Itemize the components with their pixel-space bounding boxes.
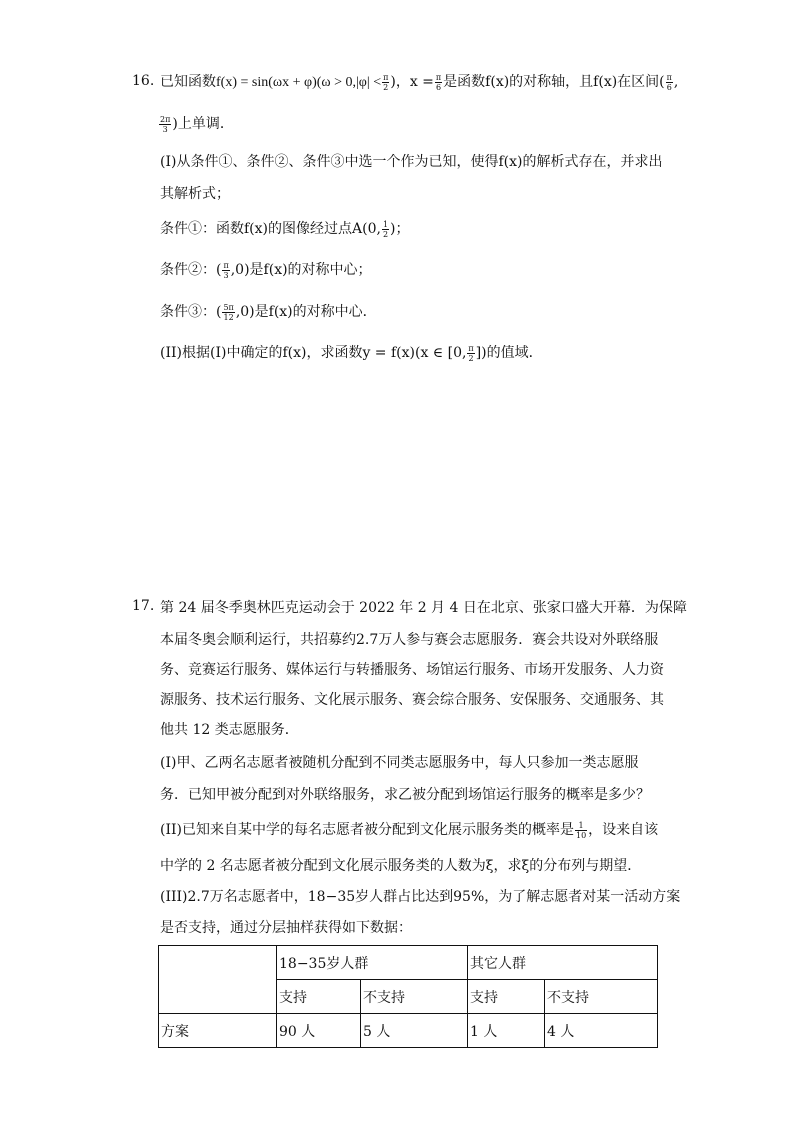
table-header-oppose: 不支持 — [361, 980, 468, 1014]
table-header-group-1: 18−35岁人群 — [277, 946, 468, 980]
q17-part2-line-2: 中学的 2 名志愿者被分配到文化展示服务类的人数为ξ，求ξ的分布列与期望． — [160, 858, 642, 874]
q17-fraction: $\frac{1}{10}$ — [575, 820, 587, 840]
q16-condition-3: 条件③：( $\frac{5\pi}{12}$ ,0)是f(x)的对称中心． — [160, 302, 377, 322]
q16-fraction: $\frac{\pi}{3}$ — [223, 260, 229, 280]
q16-line-1 — [160, 72, 678, 93]
q17-part3-line: (III)2.7万名志愿者中，18−35岁人群占比达到95%，为了解志愿者对某一活动方案 — [160, 889, 681, 905]
table-header-support: 支持 — [468, 980, 545, 1014]
q17-body-line: 务、竞赛运行服务、媒体运行与转播服务、场馆运行服务、市场开发服务、人力资 — [160, 662, 664, 678]
q16-fraction: $\frac{1}{2}$ — [382, 219, 389, 239]
q16-fraction: $\frac{5\pi}{12}$ — [223, 302, 234, 322]
q16-number: 16. — [132, 73, 155, 89]
q17-number: 17. — [132, 598, 155, 614]
q16-part1-line-1: (I)从条件①、条件②、条件③中选一个作为已知，使得f(x)的解析式存在，并求出 — [160, 154, 663, 170]
q16-text: , — [673, 74, 679, 90]
table-empty-cell — [159, 946, 277, 1014]
q17-body-line: 他共 12 类志愿服务． — [160, 722, 299, 738]
table-cell: 5 人 — [361, 1014, 468, 1048]
q16-fraction: $\frac{\pi}{2}$ — [468, 343, 474, 363]
q16-text: 已知函数 — [160, 74, 216, 90]
table-cell: 1 人 — [468, 1014, 545, 1048]
q16-part2: (II)根据(I)中确定的f(x)，求函数y = f(x)(x ∈ [0, $\frac{\pi}{2}$ ])的值域． — [160, 343, 543, 363]
q16-text: )上单调． — [172, 116, 234, 132]
q17-body-line: 第 24 届冬季奥林匹克运动会于 2022 年 2 月 4 日在北京、张家口盛大开幕．为保障 — [160, 600, 687, 616]
q16-fraction: $\frac{\pi}{6}$ — [666, 72, 672, 92]
q16-text: 是函数f(x)的对称轴，且f(x)在区间( — [443, 74, 665, 90]
q17-part3-line: 是否支持，通过分层抽样获得如下数据： — [160, 920, 412, 936]
q16-fraction: $\frac{\pi}{6}$ — [435, 72, 442, 92]
q16-line-2 — [158, 114, 234, 134]
table-header-support: 支持 — [277, 980, 361, 1014]
q16-part1-line-2: 其解析式； — [160, 186, 230, 202]
q17-body-line: 本届冬奥会顺利运行，共招募约2.7万人参与赛会志愿服务．赛会共设对外联络服 — [160, 632, 659, 648]
q16-condition-1: 条件①：函数f(x)的图像经过点A(0, $\frac{1}{2}$ )； — [160, 219, 410, 239]
q17-body-line: 源服务、技术运行服务、文化展示服务、赛会综合服务、安保服务、交通服务、其 — [160, 692, 664, 708]
table-header-group-2: 其它人群 — [468, 946, 658, 980]
table-row-label: 方案 — [159, 1014, 277, 1048]
q16-function: f(x) = sin(ωx + φ)(ω > 0,|φ| < — [216, 75, 382, 90]
q16-condition-2: 条件②：( $\frac{\pi}{3}$ ,0)是f(x)的对称中心； — [160, 260, 372, 280]
q16-fraction: $\frac{2\pi}{3}$ — [160, 114, 171, 134]
q16-fraction: $\frac{\pi}{2}$ — [383, 72, 389, 92]
table-cell: 4 人 — [545, 1014, 658, 1048]
table-header-oppose: 不支持 — [545, 980, 658, 1014]
survey-table — [158, 945, 658, 1048]
q17-part1-line: 务．已知甲被分配到对外联络服务，求乙被分配到场馆运行服务的概率是多少？ — [160, 787, 650, 803]
table-cell: 90 人 — [277, 1014, 361, 1048]
q17-part2-line-1: (II)已知来自某中学的每名志愿者被分配到文化展示服务类的概率是 $\frac{1}{10}$ ，设来自该 — [160, 820, 659, 840]
q17-part1-line: (I)甲、乙两名志愿者被随机分配到不同类志愿服务中，每人只参加一类志愿服 — [160, 755, 639, 771]
q16-text: )，x = — [390, 74, 434, 90]
